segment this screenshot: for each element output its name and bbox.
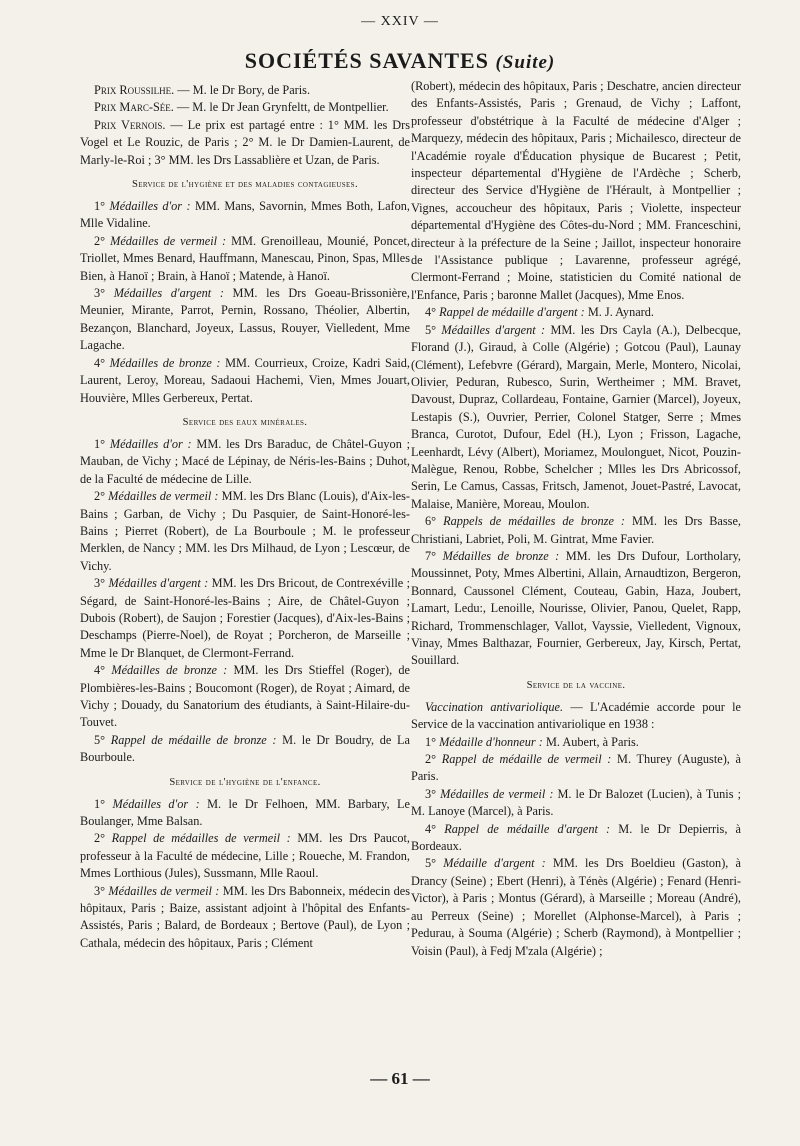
intro-paragraph: Vaccination antivariolique. — L'Académie accorde pour le Service de la vaccination antivariolique en 1938 : [411, 699, 741, 732]
award-paragraph: 3° Médailles d'argent : MM. les Drs Bricout, de Contrexéville ; Ségard, de Saint-Honoré-les-Bains ; Aire, de Châtel-Guyon ; Dubois (Robert), de Saujon ; Forestier (Jacques), d'Aix-les-Bains ; Deschamps (Pierre-Noel), de Royat ; Porcheron, de Marseille ; Mme le Dr Blanquet, de Clermont-Ferrand. [80, 576, 411, 660]
award-paragraph: 2° Médailles de vermeil : MM. les Drs Blanc (Louis), d'Aix-les-Bains ; Garban, de Vichy ; Du Pasquier, de Saint-Honoré-les-Bains ; Pierret (Robert), de La Bourboule ; M. le professeur Merklen, de Nancy ; MM. les Drs Milhaud, de Lyon ; Lescœur, de Vichy. [80, 489, 410, 573]
award-label: Médaille d'honneur : [439, 734, 543, 749]
page-number: — 61 — [370, 1069, 430, 1088]
award-label: Rappels de médailles de bronze : [443, 514, 625, 529]
award-paragraph: 1° Médailles d'or : MM. les Drs Baraduc, de Châtel-Guyon ; Mauban, de Vichy ; Macé de Lépinay, de Néris-les-Bains ; Duhot, de la Faculté de médecine de Lille. [80, 436, 411, 486]
prix-text: — M. le Dr Jean Grynfeltt, de Montpellier. [173, 100, 389, 115]
award-label: Médailles d'or : [109, 436, 192, 451]
award-label: Médailles d'argent : [113, 286, 224, 301]
section-heading: Service de l'hygiène de l'enfance. [169, 776, 321, 788]
prix-name: Prix Marc-Sée. [94, 100, 174, 115]
award-paragraph: 5° Médailles d'argent : MM. les Drs Cayla (A.), Delbecque, Florand (J.), Giraud, à Colle (Algérie) ; Gotcou (Paul), Launay (Clément), Lefebvre (Gérard), Margain, Merle, Montero, Nicolai, Olivier, Peduran, Rubesco, Surin, Wertheimer ; MM. Bravet, Davoust, Dupraz, Collardeau, Fontaine, Garnier (Marcel), Joyeux, Lestapis (S.), Ouvrier, Perrier, Colonel Statger, Serre ; Mmes Branca, Curotot, Dufour, Edel (H.), Lyon ; Frisson, Lagache, Leenhardt, Lévy (Albert), Moriamez, Moulonguet, Nicot, Pouzin-Malègue, Renou, Robbe, Schelcher ; Mlles les Drs Abricossof, Serin, Le Camus, Cassas, Fritsch, Jamenot, Jouet-Pastré, Lavocat, Malaise, Manière, Moreau, Moulon. [411, 322, 742, 511]
award-label: Rappel de médaille de bronze : [110, 732, 277, 747]
intro-label: Vaccination antivariolique. [425, 699, 564, 714]
award-label: Médaille d'argent : [443, 856, 546, 871]
award-paragraph: 2° Médailles de vermeil : MM. Grenoilleau, Mounié, Poncet, Triollet, Mmes Benard, Hauffmann, Manescau, Pinon, Spas, Mlles Bien, à Hanoï ; Brain, à Hanoï ; Matende, à Hanoï. [80, 233, 410, 283]
award-label: Médailles d'argent : [441, 322, 546, 337]
award-label: Médailles de vermeil : [108, 883, 220, 898]
award-label: Rappel de médaille d'argent : [439, 305, 585, 320]
running-head: — XXIV — [361, 14, 439, 29]
continued-paragraph: (Robert), médecin des hôpitaux, Paris ; Deschatre, ancien directeur des Enfants-Assistés, Paris ; Grenaud, de Vichy ; Laffont, professeur d'obstétrique à la Faculté de médecine d'Alger ; Marquezy, médecin des hôpitaux, Paris ; Michailesco, directeur de l'Académie royale d'Éducation physique de Bucarest ; Petit, inspecteur départemental d'Hygiène de l'Ardèche ; Scherb, directeur des Service d'Hygiène de l'Hérault, à Montpellier ; Vignes, accoucheur des hôpitaux, Paris ; Violette, inspecteur départemental d'Hygiène des Côtes-du-Nord ; MM. Franceschini, directeur à la préfecture de la Seine ; Jaillot, inspecteur honoraire de l'Assistance publique ; Lavarenne, professeur agrégé, Clermont-Ferrand ; Moine, statisticien du Comité national de l'Enfance, Paris ; baronne Mallet (Jacques), Mme Enos. [411, 79, 741, 302]
section-heading: Service des eaux minérales. [182, 416, 308, 428]
award-paragraph: 1° Médailles d'or : MM. Mans, Savornin, Mmes Both, Lafon, Mlle Vidaline. [80, 199, 410, 231]
prix-roussilhe [80, 82, 410, 99]
prix-name: Prix Roussilhe. [94, 83, 175, 97]
title-suffix: (Suite) [495, 52, 556, 73]
award-paragraph: 6° Rappels de médailles de bronze : MM. les Drs Basse, Christiani, Labriet, Poli, M. Gintrat, Mme Favier. [411, 514, 741, 546]
page-title [0, 48, 800, 74]
award-paragraph: 3° Médailles de vermeil : M. le Dr Balozet (Lucien), à Tunis ; M. Lanoye (Marcel), à Paris. [411, 786, 741, 819]
award-paragraph: 4° Rappel de médaille d'argent : M. J. Aynard. [425, 305, 655, 320]
award-label: Médailles de bronze : [442, 548, 560, 563]
award-paragraph: 7° Médailles de bronze : MM. les Drs Dufour, Lortholary, Moussinnet, Poty, Mmes Albertini, Allain, Arnaudtizon, Bergeron, Bonnard, Caussonel Clément, Couteau, Gabin, Haza, Joubert, Lamart, Ledu:, Lenoille, Nourisse, Olivier, Panou, Quelet, Rapp, Richard, Trommenschlager, Vallot, Vayssie, Vielledent, Vignoux, Vinay, Mmes Balthazar, Fournier, Gerbereux, Jay, Kirsch, Pertat, Souillard. [411, 548, 741, 668]
right-column [411, 78, 741, 960]
award-label: Rappel de médailles de vermeil : [111, 831, 291, 846]
award-label: Rappel de médaille d'argent : [444, 821, 611, 836]
award-paragraph: 2° Rappel de médailles de vermeil : MM. les Drs Paucot, professeur à la Faculté de médecine, Lille ; Roueche, M. Frandon, Mmes Lorthious (Jules), Sussmann, Mlle Raoul. [80, 831, 411, 881]
award-label: Rappel de médaille de vermeil : [441, 752, 612, 767]
award-paragraph: 5° Rappel de médaille de bronze : M. le Dr Boudry, de La Bourboule. [80, 732, 411, 765]
award-paragraph: 3° Médailles d'argent : MM. les Drs Goeau-Brissonière, Meunier, Mirante, Parrot, Pernin, Rossano, Théolier, Albertin, Bezançon, Blanchard, Joyeux, Lassus, Rouyer, Vielledent, Mme Lagache. [80, 286, 410, 353]
award-paragraph: 5° Médaille d'argent : MM. les Drs Boeldieu (Gaston), à Drancy (Seine) ; Ebert (Henri), à Ténès (Algérie) ; Fenard (Henri-Victor), à Paris ; Montus (Gérard), à Marseille ; Moreau (André), au Perreux (Seine) ; Morellet (Alphonse-Marcel), à Paris ; Pedurau, à Souma (Algérie) ; Scherb (Raymond), à Montpellier ; Voisin (Paul), à Fedj M'zala (Algérie) ; [411, 856, 741, 958]
award-paragraph: 2° Rappel de médaille de vermeil : M. Thurey (Auguste), à Paris. [411, 752, 741, 784]
prix-text: — M. le Dr Bory, de Paris. [174, 83, 311, 97]
award-label: Médailles d'or : [112, 796, 200, 811]
prix-name: Prix Vernois. [94, 117, 166, 132]
section-heading: Service de l'hygiène et des maladies contagieuses. [131, 179, 359, 191]
award-paragraph: 4° Médailles de bronze : MM. les Drs Stieffel (Roger), de Plombières-les-Bains ; Boucomont (Roger), de Royat ; Aimard, de Vichy ; Douady, du Sanatorium des étudiants, à Saint-Hilaire-du-Touvet. [80, 663, 411, 730]
award-label: Médailles d'argent : [108, 576, 209, 591]
award-paragraph: 1° Médailles d'or : M. le Dr Felhoen, MM. Barbary, Le Boulanger, Mme Balsan. [80, 796, 410, 829]
left-column [80, 82, 410, 952]
title-main: SOCIÉTÉS SAVANTES [244, 48, 489, 73]
award-label: Médailles d'or : [109, 199, 191, 214]
award-paragraph: 1° Médaille d'honneur : M. Aubert, à Paris. [425, 734, 639, 749]
prix-text: — Le prix est partagé entre : 1° MM. les Drs Vogel et Le Rouzic, de Paris ; 2° M. le Dr Damien-Laurent, de Marly-le-Roi ; 3° MM. les Drs Lassablière et Uzan, de Paris. [80, 117, 410, 167]
award-label: Médailles de vermeil : [108, 489, 219, 504]
prix-marc-see [80, 99, 410, 116]
prix-vernois [80, 117, 410, 169]
award-label: Médailles de bronze : [111, 663, 228, 678]
award-paragraph: 4° Rappel de médaille d'argent : M. le Dr Depierris, à Bordeaux. [411, 821, 741, 854]
award-label: Médailles de vermeil : [440, 786, 554, 801]
award-paragraph: 3° Médailles de vermeil : MM. les Drs Babonneix, médecin des hôpitaux, Paris ; Baize, assistant adjoint à l'hôpital des Enfants-Assistés, Paris ; Balard, de Bordeaux ; Bertove (Paul), de Lyon ; Cathala, médecin des hôpitaux, Paris ; Clément [80, 883, 410, 950]
award-label: Médailles de bronze : [109, 355, 221, 370]
award-label: Médailles de vermeil : [110, 233, 227, 248]
section-heading: Service de la vaccine. [526, 679, 626, 691]
award-paragraph: 4° Médailles de bronze : MM. Courrieux, Croize, Kadri Said, Laurent, Leroy, Moreau, Sadaoui Hachemi, Vien, Mmes Jouart, Houvière, Mlles Gerbereux, Pertat. [80, 355, 410, 405]
